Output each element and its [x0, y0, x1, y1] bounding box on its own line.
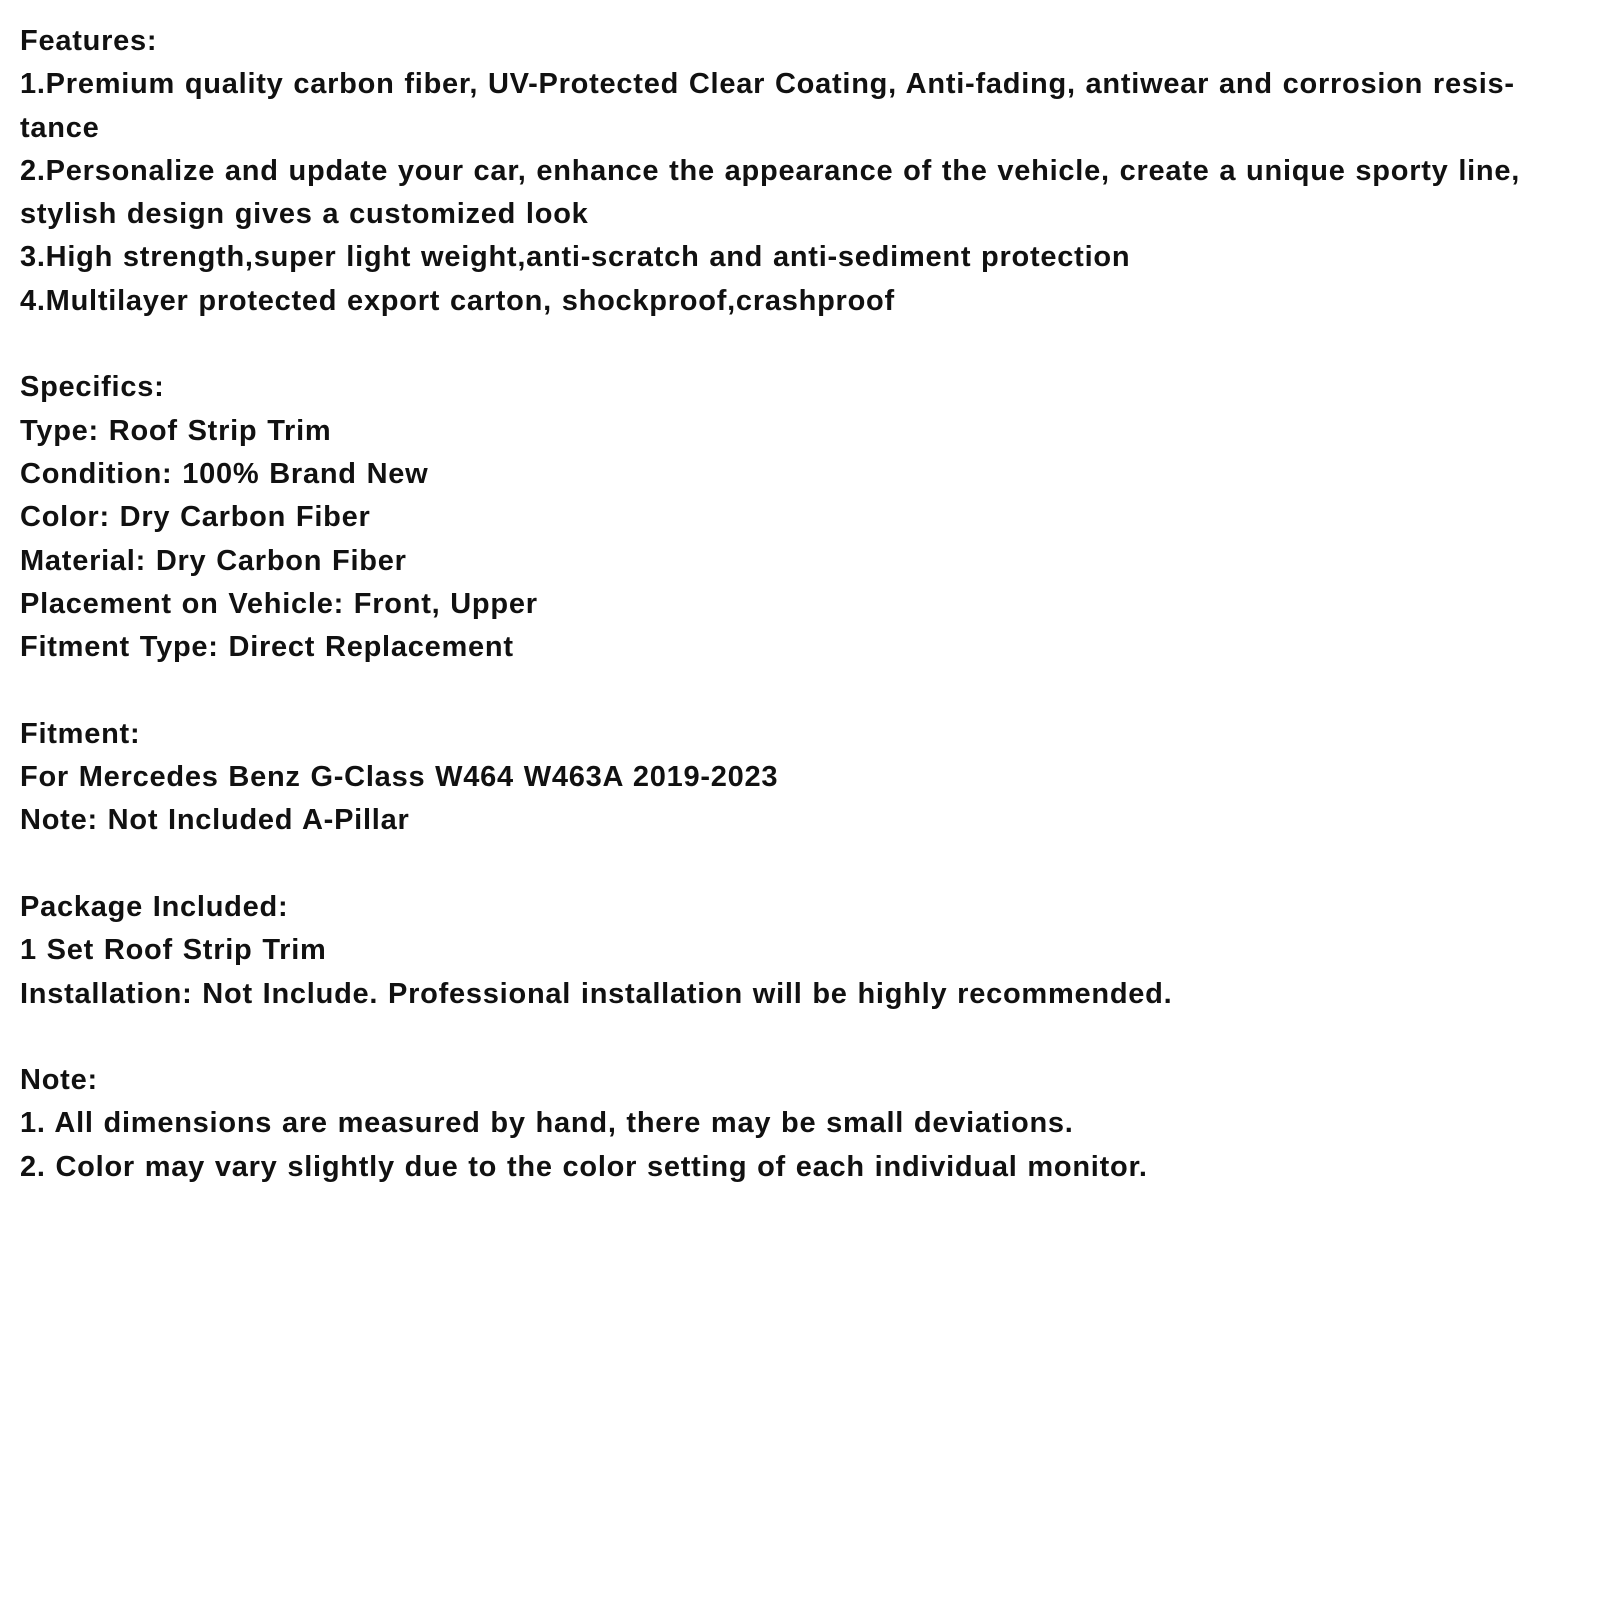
note-heading: Note:	[20, 1064, 98, 1097]
features-section	[20, 20, 1580, 323]
features-line-6: 4.Multilayer protected export carton, shockproof,crashproof	[20, 284, 895, 317]
features-line-4: stylish design gives a customized look	[20, 198, 589, 231]
section-spacer	[20, 843, 1580, 886]
product-description	[20, 20, 1580, 1189]
note-line-2: 2. Color may vary slightly due to the color setting of each individual monitor.	[20, 1150, 1148, 1183]
section-spacer	[20, 323, 1580, 366]
package-installation: Installation: Not Include. Professional installation will be highly recommended.	[20, 977, 1173, 1010]
features-line-2: tance	[20, 111, 100, 144]
specifics-heading: Specifics:	[20, 371, 165, 404]
fitment-vehicle: For Mercedes Benz G-Class W464 W463A 2019-2023	[20, 761, 779, 794]
features-line-1: 1.Premium quality carbon fiber, UV-Protected Clear Coating, Anti-fading, antiwear and corrosion resis-	[20, 68, 1515, 101]
section-spacer	[20, 1016, 1580, 1059]
specifics-material: Material: Dry Carbon Fiber	[20, 544, 407, 577]
section-spacer	[20, 669, 1580, 712]
features-heading: Features:	[20, 25, 158, 57]
package-section	[20, 886, 1580, 1016]
features-line-3: 2.Personalize and update your car, enhance the appearance of the vehicle, create a unique sporty line,	[20, 154, 1521, 187]
note-line-1: 1. All dimensions are measured by hand, there may be small deviations.	[20, 1107, 1074, 1140]
fitment-note: Note: Not Included A-Pillar	[20, 804, 410, 837]
fitment-section	[20, 713, 1580, 843]
features-line-5: 3.High strength,super light weight,anti-scratch and anti-sediment protection	[20, 241, 1131, 274]
specifics-placement: Placement on Vehicle: Front, Upper	[20, 587, 538, 620]
specifics-color: Color: Dry Carbon Fiber	[20, 501, 371, 534]
package-heading: Package Included:	[20, 890, 289, 923]
fitment-heading: Fitment:	[20, 717, 141, 750]
package-contents: 1 Set Roof Strip Trim	[20, 934, 327, 967]
specifics-condition: Condition: 100% Brand New	[20, 457, 429, 490]
note-section	[20, 1059, 1580, 1189]
specifics-section	[20, 366, 1580, 669]
specifics-fitment-type: Fitment Type: Direct Replacement	[20, 631, 514, 664]
specifics-type: Type: Roof Strip Trim	[20, 414, 332, 447]
